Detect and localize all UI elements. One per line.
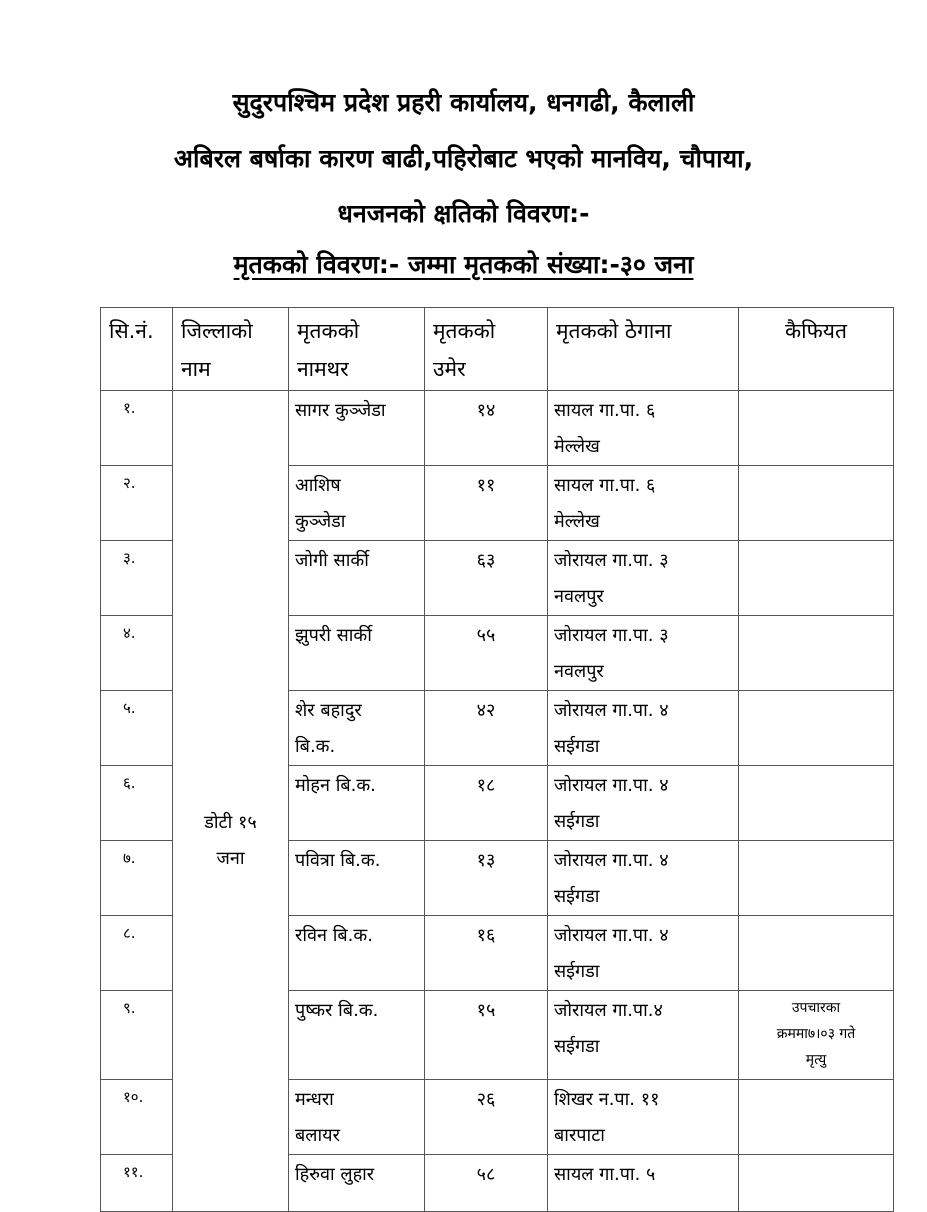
deceased-name-cell: मोहन बि.क. <box>289 766 425 841</box>
age-cell: १६ <box>425 916 548 991</box>
address-cell: जोरायल गा.पा.४ सईगडा <box>548 991 739 1080</box>
remarks-cell <box>739 466 894 541</box>
remarks-cell <box>739 616 894 691</box>
age-cell: ५५ <box>425 616 548 691</box>
address-cell: सायल गा.पा. ६ मेल्लेख <box>548 391 739 466</box>
report-subtitle-line1: अबिरल बर्षाका कारण बाढी,पहिरोबाट भएको मानविय, चौपाया, <box>173 144 754 173</box>
table-header-row <box>101 308 894 391</box>
age-cell: १३ <box>425 841 548 916</box>
serial-number-cell: १. <box>101 391 173 466</box>
serial-number-cell: ६. <box>101 766 173 841</box>
serial-number-cell: ९. <box>101 991 173 1080</box>
serial-number-cell: ५. <box>101 691 173 766</box>
header-name: मृतकको नामथर <box>289 308 425 391</box>
header-address: मृतकको ठेगाना <box>548 308 739 391</box>
deceased-name-cell: पवित्रा बि.क. <box>289 841 425 916</box>
serial-number-cell: ११. <box>101 1155 173 1212</box>
remarks-cell <box>739 1155 894 1212</box>
age-cell: ५८ <box>425 1155 548 1212</box>
age-cell: ४२ <box>425 691 548 766</box>
district-cell: डोटी १५ जना <box>173 391 289 1212</box>
address-cell: जोरायल गा.पा. ३ नवलपुर <box>548 616 739 691</box>
deceased-name-cell: पुष्कर बि.क. <box>289 991 425 1080</box>
deceased-name-cell: मन्धरा बलायर <box>289 1080 425 1155</box>
header-remarks: कैफियत <box>739 308 894 391</box>
header-age: मृतकको उमेर <box>425 308 548 391</box>
remarks-cell <box>739 766 894 841</box>
deceased-table <box>100 307 894 1212</box>
remarks-cell <box>739 841 894 916</box>
age-cell: १८ <box>425 766 548 841</box>
serial-number-cell: ८. <box>101 916 173 991</box>
report-subtitle-line2: धनजनको क्षतिको विवरण:- <box>337 199 590 228</box>
deceased-name-cell: सागर कुञ्जेडा <box>289 391 425 466</box>
age-cell: ६३ <box>425 541 548 616</box>
age-cell: १५ <box>425 991 548 1080</box>
header-serial-number: सि.नं. <box>101 308 173 391</box>
age-cell: १४ <box>425 391 548 466</box>
remarks-cell <box>739 691 894 766</box>
deceased-name-cell: झुपरी सार्की <box>289 616 425 691</box>
remarks-cell <box>739 1080 894 1155</box>
table-row <box>101 391 894 466</box>
address-cell: जोरायल गा.पा. ४ सईगडा <box>548 916 739 991</box>
remarks-cell: उपचारका क्रममा७।०३ गते मृत्यु <box>739 991 894 1080</box>
remarks-cell <box>739 541 894 616</box>
age-cell: २६ <box>425 1080 548 1155</box>
serial-number-cell: २. <box>101 466 173 541</box>
serial-number-cell: १०. <box>101 1080 173 1155</box>
serial-number-cell: ४. <box>101 616 173 691</box>
deceased-name-cell: हिरुवा लुहार <box>289 1155 425 1212</box>
header-district: जिल्लाको नाम <box>173 308 289 391</box>
address-cell: शिखर न.पा. ११ बारपाटा <box>548 1080 739 1155</box>
deceased-summary-heading: मृतकको विवरण:- जम्मा मृतकको संख्या:-३० जना <box>233 250 694 279</box>
remarks-cell <box>739 391 894 466</box>
deceased-name-cell: शेर बहादुर बि.क. <box>289 691 425 766</box>
deceased-name-cell: रविन बि.क. <box>289 916 425 991</box>
address-cell: जोरायल गा.पा. ४ सईगडा <box>548 841 739 916</box>
remarks-cell <box>739 916 894 991</box>
office-title: सुदुरपश्चिम प्रदेश प्रहरी कार्यालय, धनगढी, कैलाली <box>232 88 695 117</box>
age-cell: ११ <box>425 466 548 541</box>
address-cell: सायल गा.पा. ५ <box>548 1155 739 1212</box>
address-cell: जोरायल गा.पा. ४ सईगडा <box>548 766 739 841</box>
deceased-name-cell: जोगी सार्की <box>289 541 425 616</box>
address-cell: जोरायल गा.पा. ४ सईगडा <box>548 691 739 766</box>
deceased-name-cell: आशिष कुञ्जेडा <box>289 466 425 541</box>
serial-number-cell: ७. <box>101 841 173 916</box>
address-cell: जोरायल गा.पा. ३ नवलपुर <box>548 541 739 616</box>
address-cell: सायल गा.पा. ६ मेल्लेख <box>548 466 739 541</box>
serial-number-cell: ३. <box>101 541 173 616</box>
